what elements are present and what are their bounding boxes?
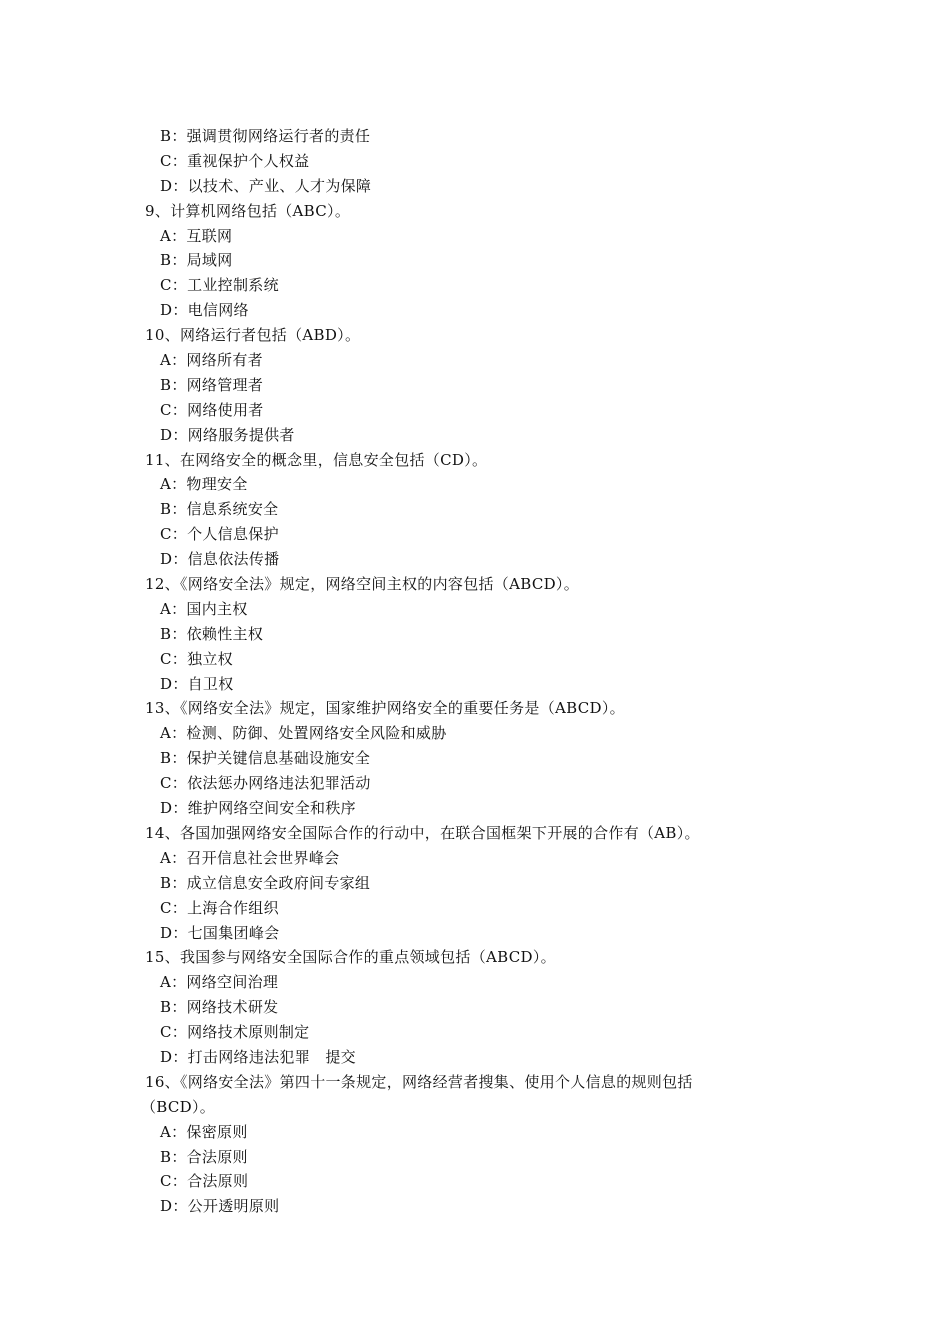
question-text: 16、《网络安全法》第四十一条规定，网络经营者搜集、使用个人信息的规则包括 xyxy=(145,1072,693,1091)
answer-option: C：网络使用者 xyxy=(160,400,264,419)
answer-option: C：独立权 xyxy=(160,649,233,668)
question-text: 15、我国参与网络安全国际合作的重点领域包括（ABCD）。 xyxy=(145,948,556,967)
answer-option: B：局域网 xyxy=(160,251,233,270)
answer-option: A：保密原则 xyxy=(160,1122,248,1141)
question-text: 14、各国加强网络安全国际合作的行动中，在联合国框架下开展的合作有（AB）。 xyxy=(145,823,700,842)
answer-option: D：维护网络空间安全和秩序 xyxy=(160,799,356,818)
answer-option: A：物理安全 xyxy=(160,475,248,494)
answer-option: D：公开透明原则 xyxy=(160,1197,280,1216)
answer-option: D：以技术、产业、人才为保障 xyxy=(160,176,372,195)
answer-option: A：召开信息社会世界峰会 xyxy=(160,848,340,867)
question-text: 11、在网络安全的概念里，信息安全包括（CD）。 xyxy=(145,450,488,469)
answer-option: A：网络空间治理 xyxy=(160,973,279,992)
question-text: 10、网络运行者包括（ABD）。 xyxy=(145,326,361,345)
answer-option: A：检测、防御、处置网络安全风险和威胁 xyxy=(160,724,447,743)
answer-option: C：合法原则 xyxy=(160,1172,249,1191)
answer-option: C：上海合作组织 xyxy=(160,898,279,917)
answer-option: B：网络管理者 xyxy=(160,375,264,394)
question-text: （BCD）。 xyxy=(141,1097,216,1116)
answer-option: C：依法惩办网络违法犯罪活动 xyxy=(160,774,371,793)
question-text: 9、计算机网络包括（ABC）。 xyxy=(145,201,351,220)
answer-option: B：强调贯彻网络运行者的责任 xyxy=(160,127,371,145)
answer-option: A：网络所有者 xyxy=(160,351,263,370)
answer-option: B：信息系统安全 xyxy=(160,500,279,519)
answer-option: C：工业控制系统 xyxy=(160,276,279,295)
answer-option: B：成立信息安全政府间专家组 xyxy=(160,873,371,892)
answer-option: D：网络服务提供者 xyxy=(160,425,295,444)
answer-option: C：网络技术原则制定 xyxy=(160,1023,310,1042)
answer-option: D：自卫权 xyxy=(160,674,234,693)
answer-option: D：打击网络违法犯罪 提交 xyxy=(160,1047,356,1066)
answer-option: D：电信网络 xyxy=(160,301,249,320)
answer-option: C：个人信息保护 xyxy=(160,525,279,544)
answer-option: A：国内主权 xyxy=(160,599,248,618)
answer-option: B：网络技术研发 xyxy=(160,998,279,1017)
question-text: 13、《网络安全法》规定，国家维护网络安全的重要任务是（ABCD）。 xyxy=(145,699,625,718)
answer-option: B：合法原则 xyxy=(160,1147,248,1166)
answer-option: D：七国集团峰会 xyxy=(160,923,280,942)
answer-option: B：依赖性主权 xyxy=(160,624,264,643)
answer-option: C：重视保护个人权益 xyxy=(160,151,310,170)
document-body xyxy=(0,124,950,1219)
answer-option: B：保护关键信息基础设施安全 xyxy=(160,749,371,768)
answer-option: A：互联网 xyxy=(160,226,233,245)
answer-option: D：信息依法传播 xyxy=(160,550,280,569)
question-text: 12、《网络安全法》规定，网络空间主权的内容包括（ABCD）。 xyxy=(145,575,580,594)
